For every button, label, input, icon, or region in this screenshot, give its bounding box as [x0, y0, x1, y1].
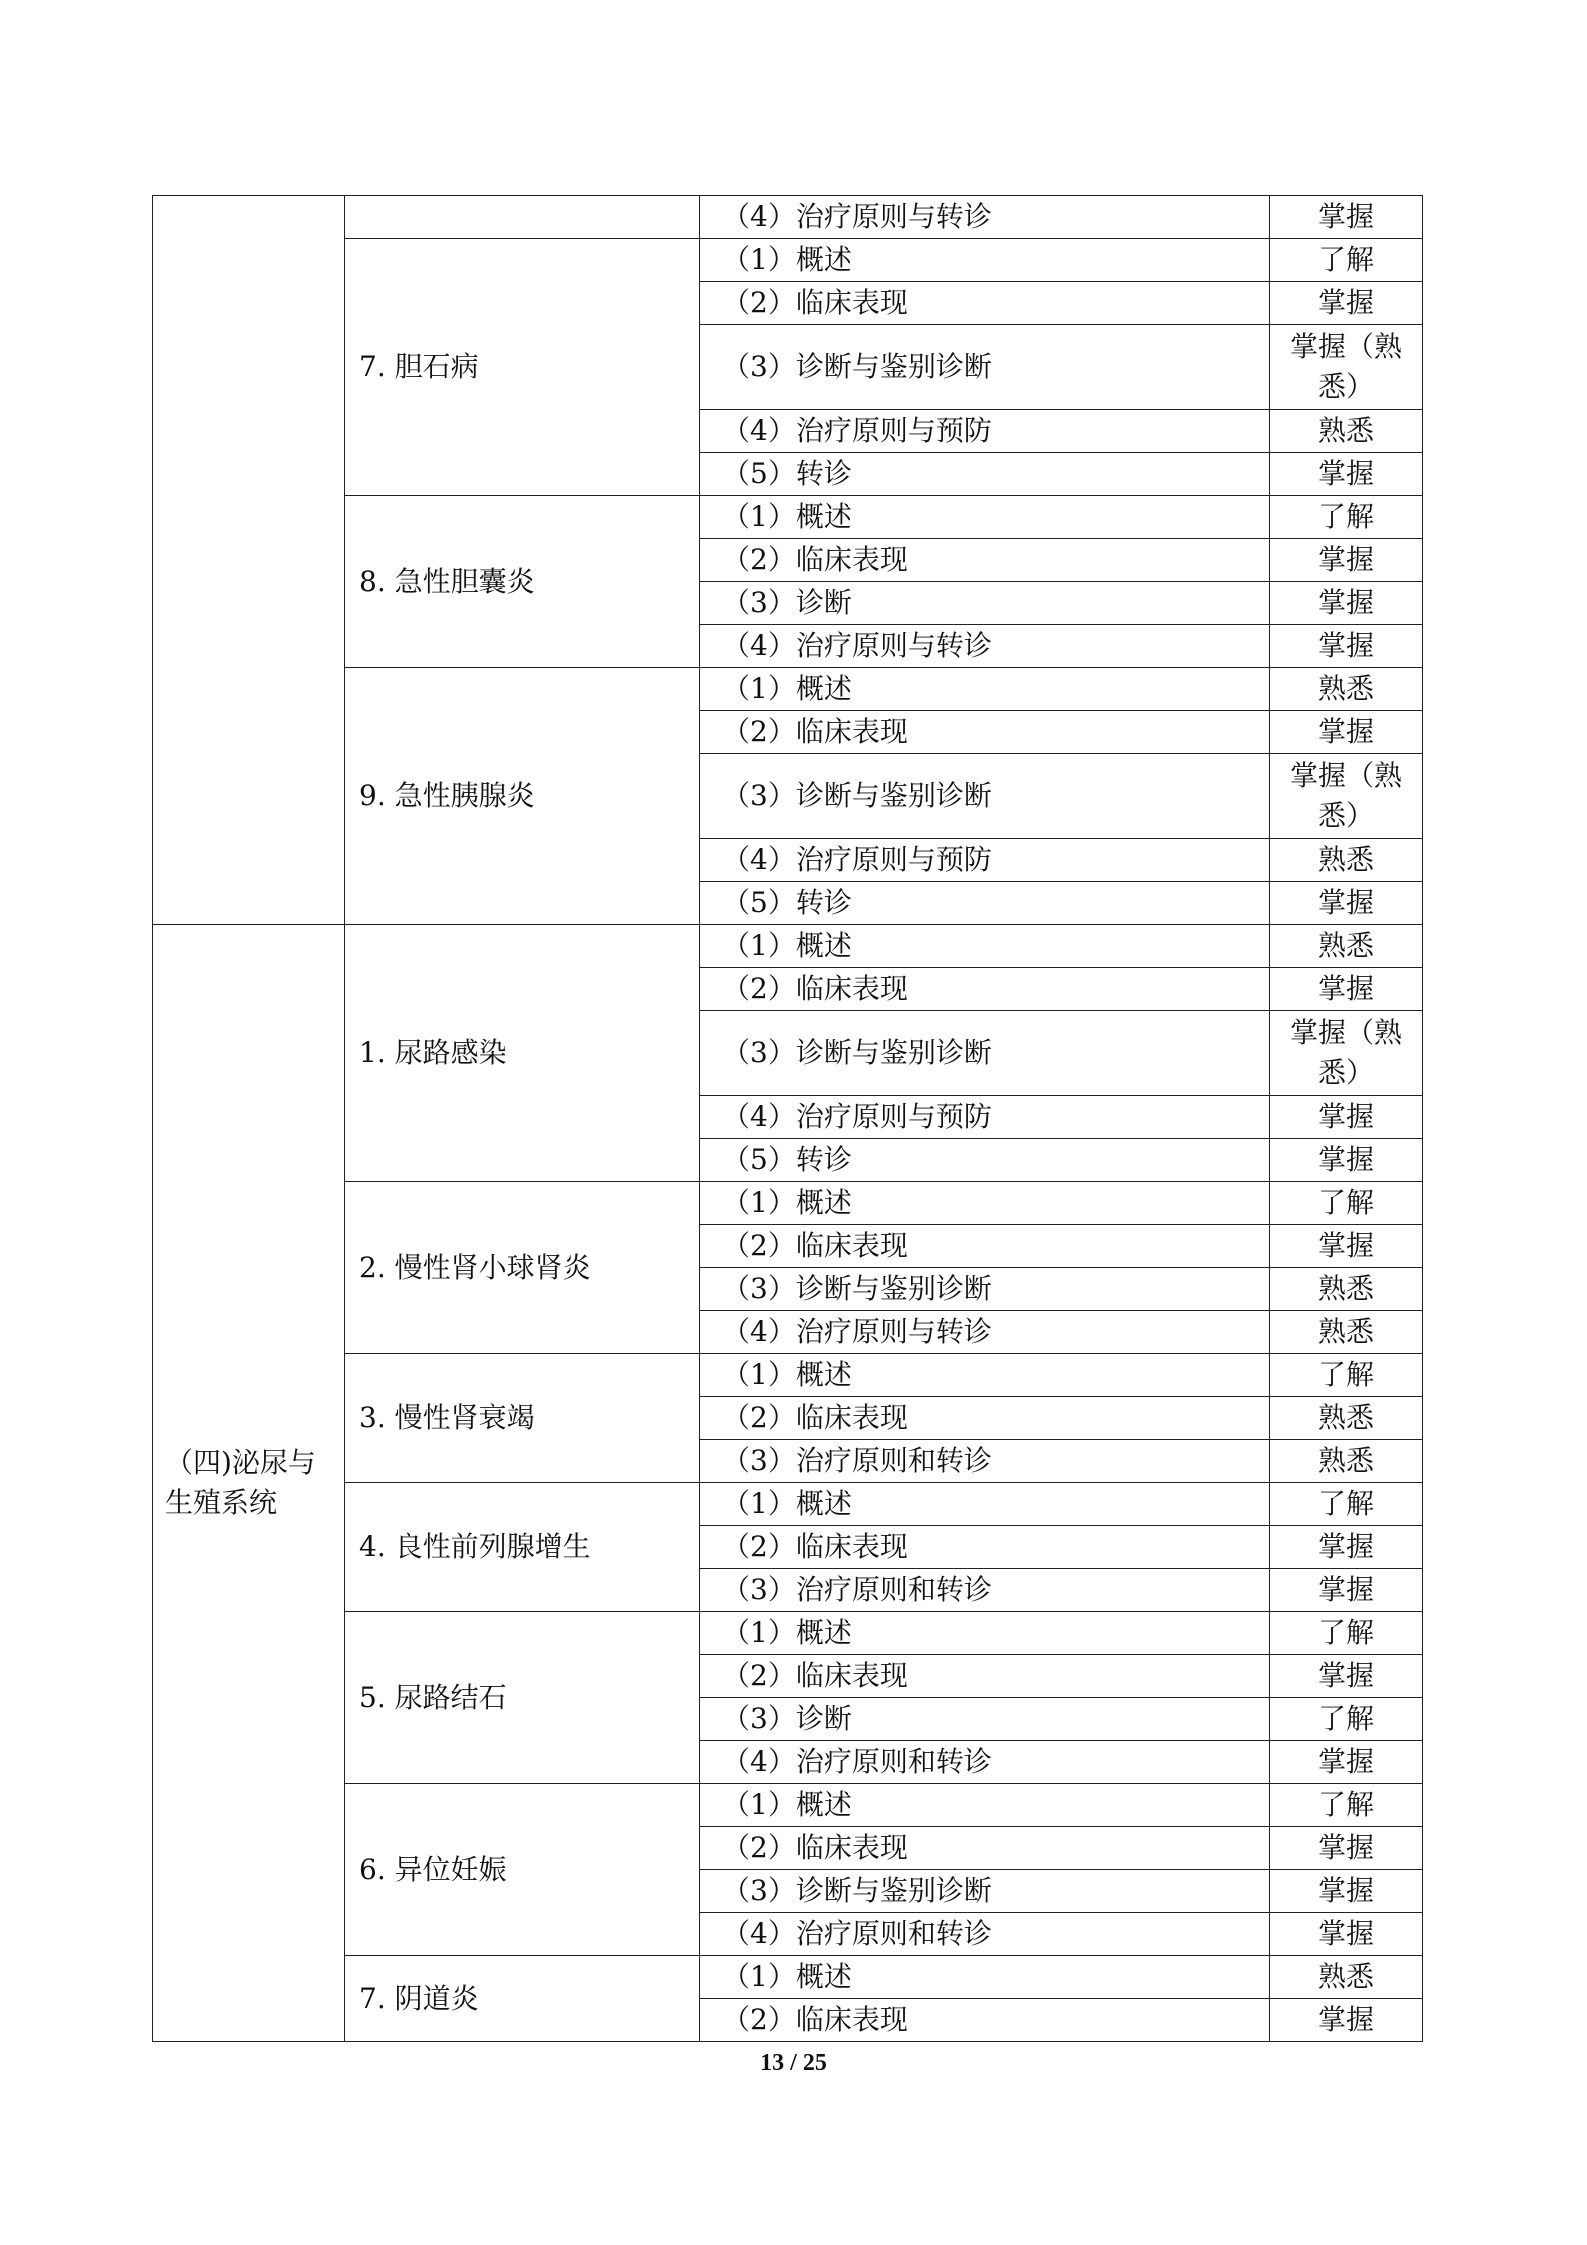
- requirement-level-cell: 了解: [1270, 1182, 1423, 1225]
- requirement-level-cell: 掌握: [1270, 968, 1423, 1011]
- content-item-cell: （4）治疗原则与转诊: [700, 625, 1270, 668]
- content-item-cell: （3）治疗原则和转诊: [700, 1569, 1270, 1612]
- content-item-cell: （3）治疗原则和转诊: [700, 1440, 1270, 1483]
- content-item-cell: （1）概述: [700, 239, 1270, 282]
- requirement-level-cell: 熟悉: [1270, 925, 1423, 968]
- content-item-cell: （2）临床表现: [700, 1397, 1270, 1440]
- content-item-cell: （2）临床表现: [700, 1827, 1270, 1870]
- content-item-cell: （1）概述: [700, 1612, 1270, 1655]
- content-item-cell: （3）诊断与鉴别诊断: [700, 1870, 1270, 1913]
- requirement-level-cell: 掌握: [1270, 1225, 1423, 1268]
- requirement-level-cell: 熟悉: [1270, 410, 1423, 453]
- content-item-cell: （1）概述: [700, 925, 1270, 968]
- requirement-level-cell: 了解: [1270, 1354, 1423, 1397]
- requirement-level-cell: 掌握: [1270, 1999, 1423, 2042]
- content-item-cell: （1）概述: [700, 1784, 1270, 1827]
- system-cell: [153, 196, 345, 925]
- content-item-cell: （5）转诊: [700, 1139, 1270, 1182]
- requirement-level-cell: 了解: [1270, 239, 1423, 282]
- disease-cell: 6. 异位妊娠: [345, 1784, 700, 1956]
- content-item-cell: （3）诊断与鉴别诊断: [700, 1011, 1270, 1096]
- disease-cell: 1. 尿路感染: [345, 925, 700, 1182]
- content-item-cell: （4）治疗原则与预防: [700, 839, 1270, 882]
- table-body: [153, 196, 1423, 2042]
- content-item-cell: （2）临床表现: [700, 711, 1270, 754]
- content-item-cell: （4）治疗原则与转诊: [700, 1311, 1270, 1354]
- requirement-level-cell: 掌握: [1270, 539, 1423, 582]
- requirement-level-cell: 掌握（熟悉）: [1270, 1011, 1423, 1096]
- content-item-cell: （2）临床表现: [700, 968, 1270, 1011]
- requirement-level-cell: 掌握（熟悉）: [1270, 754, 1423, 839]
- requirement-level-cell: 掌握: [1270, 1655, 1423, 1698]
- page-number: 13 / 25: [760, 2050, 827, 2076]
- disease-cell: 2. 慢性肾小球肾炎: [345, 1182, 700, 1354]
- content-item-cell: （3）诊断: [700, 1698, 1270, 1741]
- requirement-level-cell: 熟悉: [1270, 839, 1423, 882]
- disease-cell: 3. 慢性肾衰竭: [345, 1354, 700, 1483]
- content-item-cell: （4）治疗原则与预防: [700, 1096, 1270, 1139]
- requirement-level-cell: 熟悉: [1270, 1440, 1423, 1483]
- requirement-level-cell: 掌握: [1270, 196, 1423, 239]
- requirement-level-cell: 掌握: [1270, 1913, 1423, 1956]
- content-item-cell: （2）临床表现: [700, 1526, 1270, 1569]
- content-item-cell: （1）概述: [700, 1354, 1270, 1397]
- content-item-cell: （5）转诊: [700, 882, 1270, 925]
- requirement-level-cell: 掌握: [1270, 1096, 1423, 1139]
- requirement-level-cell: 掌握: [1270, 582, 1423, 625]
- content-item-cell: （2）临床表现: [700, 1655, 1270, 1698]
- content-item-cell: （1）概述: [700, 1956, 1270, 1999]
- requirement-level-cell: 掌握: [1270, 882, 1423, 925]
- requirement-level-cell: 了解: [1270, 1483, 1423, 1526]
- content-item-cell: （4）治疗原则和转诊: [700, 1913, 1270, 1956]
- content-item-cell: （4）治疗原则与预防: [700, 410, 1270, 453]
- requirement-level-cell: 了解: [1270, 496, 1423, 539]
- requirement-level-cell: 掌握: [1270, 711, 1423, 754]
- disease-cell: 9. 急性胰腺炎: [345, 668, 700, 925]
- content-item-cell: （2）临床表现: [700, 1225, 1270, 1268]
- requirement-level-cell: 掌握: [1270, 1870, 1423, 1913]
- content-item-cell: （4）治疗原则与转诊: [700, 196, 1270, 239]
- content-item-cell: （2）临床表现: [700, 539, 1270, 582]
- requirement-level-cell: 掌握: [1270, 625, 1423, 668]
- disease-cell: 8. 急性胆囊炎: [345, 496, 700, 668]
- requirement-level-cell: 了解: [1270, 1698, 1423, 1741]
- requirement-level-cell: 了解: [1270, 1612, 1423, 1655]
- requirement-level-cell: 熟悉: [1270, 1311, 1423, 1354]
- requirement-level-cell: 掌握（熟悉）: [1270, 325, 1423, 410]
- content-item-cell: （3）诊断与鉴别诊断: [700, 325, 1270, 410]
- requirement-level-cell: 掌握: [1270, 453, 1423, 496]
- content-item-cell: （1）概述: [700, 1483, 1270, 1526]
- requirement-level-cell: 掌握: [1270, 1569, 1423, 1612]
- content-item-cell: （2）临床表现: [700, 282, 1270, 325]
- content-item-cell: （5）转诊: [700, 453, 1270, 496]
- content-item-cell: （1）概述: [700, 496, 1270, 539]
- disease-cell: 7. 胆石病: [345, 239, 700, 496]
- requirement-level-cell: 熟悉: [1270, 1956, 1423, 1999]
- disease-cell: 4. 良性前列腺增生: [345, 1483, 700, 1612]
- content-item-cell: （2）临床表现: [700, 1999, 1270, 2042]
- requirement-level-cell: 掌握: [1270, 1741, 1423, 1784]
- requirement-level-cell: 掌握: [1270, 1827, 1423, 1870]
- system-cell: （四)泌尿与生殖系统: [153, 925, 345, 2042]
- disease-cell: 7. 阴道炎: [345, 1956, 700, 2042]
- requirement-level-cell: 掌握: [1270, 1526, 1423, 1569]
- requirement-level-cell: 熟悉: [1270, 1268, 1423, 1311]
- disease-cell: 5. 尿路结石: [345, 1612, 700, 1784]
- requirement-level-cell: 了解: [1270, 1784, 1423, 1827]
- content-item-cell: （4）治疗原则和转诊: [700, 1741, 1270, 1784]
- content-item-cell: （3）诊断与鉴别诊断: [700, 754, 1270, 839]
- content-item-cell: （1）概述: [700, 668, 1270, 711]
- content-item-cell: （3）诊断与鉴别诊断: [700, 1268, 1270, 1311]
- table-row: [153, 196, 1423, 239]
- content-item-cell: （3）诊断: [700, 582, 1270, 625]
- requirement-level-cell: 熟悉: [1270, 1397, 1423, 1440]
- syllabus-table: [152, 195, 1423, 2042]
- disease-cell: [345, 196, 700, 239]
- requirement-level-cell: 熟悉: [1270, 668, 1423, 711]
- table-row: [153, 925, 1423, 968]
- content-item-cell: （1）概述: [700, 1182, 1270, 1225]
- requirement-level-cell: 掌握: [1270, 1139, 1423, 1182]
- requirement-level-cell: 掌握: [1270, 282, 1423, 325]
